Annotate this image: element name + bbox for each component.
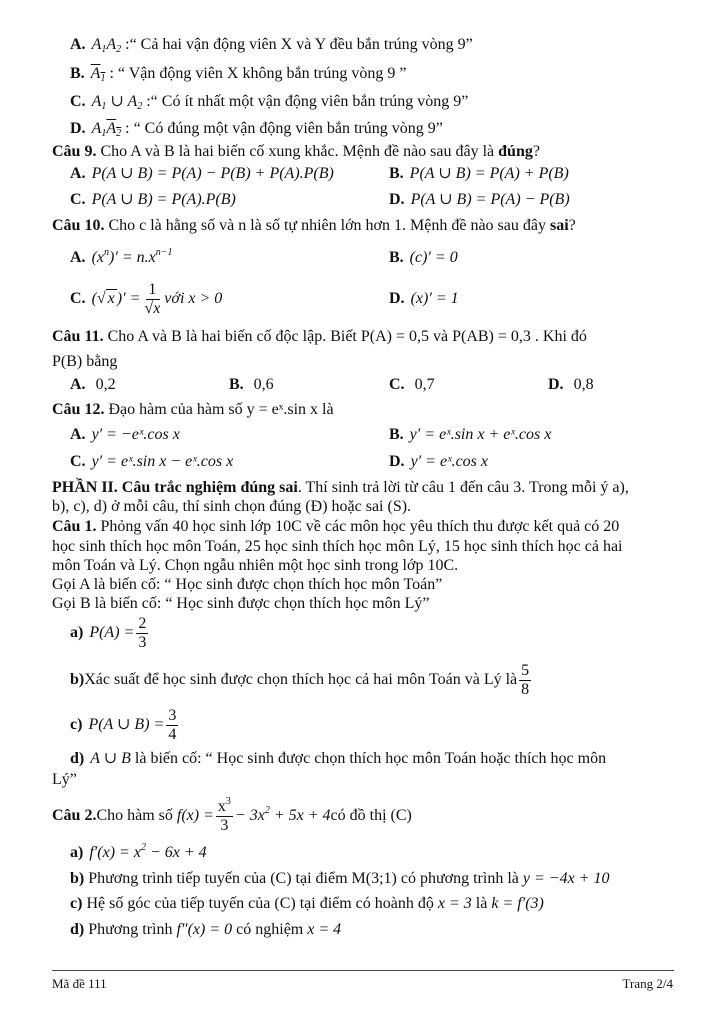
q10-option-d bbox=[389, 289, 459, 309]
q8-option-c-label: C. bbox=[70, 93, 86, 110]
q11-option-a bbox=[70, 375, 116, 395]
p2q2-item-d-text: Phương trình bbox=[84, 921, 177, 938]
q8-option-d-text: : “ Có đúng một vận động viên bắn trúng vòng 9” bbox=[121, 120, 443, 137]
q11-option-c bbox=[389, 375, 435, 395]
q10-stem-text: Cho c là hằng số và n là số tự nhiên lớn hơn 1. Mệnh đề nào sau đây bbox=[104, 217, 550, 234]
q12-option-a-label: A. bbox=[70, 426, 86, 443]
q12-option-b-label: B. bbox=[389, 426, 404, 443]
q10-option-d-label: D. bbox=[389, 290, 405, 307]
q10-option-c-math: (√ x )′ = bbox=[91, 290, 141, 307]
q12-number: Câu 12. bbox=[52, 401, 105, 418]
p2q1-item-c-num: 3 bbox=[168, 706, 177, 724]
q10-option-a-label: A. bbox=[70, 249, 86, 266]
p2q2-item-b-label: b) bbox=[70, 870, 85, 887]
p2q1-item-b-den: 8 bbox=[521, 680, 530, 698]
p2q1-item-a-den: 3 bbox=[138, 633, 147, 651]
q11-option-c-label: C. bbox=[389, 376, 405, 393]
q8-option-b-text: : “ Vận động viên X không bắn trúng vòng 9 ” bbox=[105, 65, 407, 82]
q9-option-b-math: P(A ∪ B) = P(A) + P(B) bbox=[409, 165, 569, 182]
p2q2-item-c bbox=[70, 894, 544, 914]
q9-option-a-label: A. bbox=[70, 165, 86, 182]
q9-option-a-math: P(A ∪ B) = P(A) − P(B) + P(A).P(B) bbox=[91, 165, 334, 182]
q9-keyword: đúng bbox=[498, 143, 533, 160]
part2-title: PHẦN II. Câu trắc nghiệm đúng sai bbox=[52, 479, 298, 496]
p2q1-stem bbox=[52, 517, 619, 537]
q10-option-b-math: (c)′ = 0 bbox=[409, 249, 458, 266]
q9-stem bbox=[52, 142, 540, 162]
p2q1-item-c-label: c) bbox=[70, 716, 83, 733]
q11-stem-text: Cho A và B là hai biến cố độc lập. Biết P(A) = 0,5 và P(AB) = 0,3 . Khi đó bbox=[103, 328, 587, 345]
q12-option-c-label: C. bbox=[70, 453, 86, 470]
part2-instructions: . Thí sinh trả lời từ câu 1 đến câu 3. Trong mỗi ý a), bbox=[297, 479, 629, 496]
q8-option-a-label: A. bbox=[70, 36, 86, 53]
q10-option-c bbox=[70, 279, 222, 319]
q8-option-a-text: :“ Cả hai vận động viên X và Y đều bắn trúng vòng 9” bbox=[121, 36, 473, 53]
q11-option-b-label: B. bbox=[229, 376, 244, 393]
p2q1-item-b-num: 5 bbox=[521, 661, 530, 679]
q9-option-d-math: P(A ∪ B) = P(A) − P(B) bbox=[410, 191, 570, 208]
p2q1-number: Câu 1. bbox=[52, 518, 97, 535]
p2q2-item-d-mid: có nghiệm bbox=[232, 921, 308, 938]
q12-stem bbox=[52, 400, 334, 420]
p2q1-item-d-math: A ∪ B bbox=[90, 750, 131, 767]
p2q2-item-c-math2: k = f′(3) bbox=[491, 895, 544, 912]
q8-option-b-math: $A_1$ bbox=[90, 65, 106, 84]
q8-option-d-math: $A_1A_2$ bbox=[91, 120, 122, 139]
q11-option-a-label: A. bbox=[70, 376, 86, 393]
p2q2-item-a bbox=[70, 843, 207, 863]
footer-exam-code: Mã đề 111 bbox=[52, 976, 107, 991]
q8-option-a-math: $A_1A_2$ bbox=[91, 36, 122, 55]
q10-option-c-condition: với x > 0 bbox=[164, 290, 223, 307]
p2q1-item-a-label: a) bbox=[70, 624, 84, 641]
p2q1-item-b-label: b) bbox=[70, 671, 85, 688]
q11-option-d bbox=[548, 375, 594, 395]
p2q2-function-fraction: $\frac{x^3}{3}$ bbox=[217, 795, 231, 834]
q10-keyword: sai bbox=[549, 217, 569, 234]
q8-option-d bbox=[70, 119, 443, 139]
p2q1-item-a bbox=[70, 613, 150, 653]
part2-heading bbox=[52, 478, 629, 498]
p2q1-line5: Gọi B là biến cố: “ Học sinh được chọn thích học môn Lý” bbox=[52, 595, 430, 612]
q11-option-d-label: D. bbox=[548, 376, 564, 393]
q9-option-c bbox=[70, 190, 236, 210]
q10-option-a bbox=[70, 248, 172, 268]
p2q2-item-c-mid: là bbox=[471, 895, 492, 912]
q9-stem-end: ? bbox=[532, 143, 540, 160]
p2q1-item-c-fraction bbox=[166, 707, 178, 744]
p2q2-item-a-math: $f'(x) = x^2 - 6x + 4$ bbox=[89, 842, 207, 861]
q12-stem-text: Đạo hàm của hàm số y = eˣ.sin x là bbox=[104, 401, 334, 418]
q8-option-a bbox=[70, 35, 473, 55]
p2q1-item-c bbox=[70, 705, 180, 745]
p2q1-line1: Phỏng vấn 40 học sinh lớp 10C về các môn học yêu thích thu được kết quả có 20 bbox=[96, 518, 620, 535]
p2q2-item-b-text: Phương trình tiếp tuyến của (C) tại điểm M(3;1) có phương trình là bbox=[84, 870, 523, 887]
q10-stem-end: ? bbox=[568, 217, 576, 234]
p2q2-item-b-math: y = −4x + 10 bbox=[522, 870, 610, 887]
q12-option-b-math: y′ = eˣ.sin x + eˣ.cos x bbox=[409, 426, 552, 443]
q11-stem-line2: P(B) bằng bbox=[52, 353, 118, 370]
q12-option-b bbox=[389, 425, 551, 445]
q9-option-d bbox=[389, 190, 570, 210]
p2q1-item-d-cont: Lý” bbox=[52, 771, 77, 788]
q10-number: Câu 10. bbox=[52, 217, 105, 234]
q10-option-a-math: $(x^n)' = n.x^{n-1}$ bbox=[91, 247, 173, 266]
p2q2-item-a-label: a) bbox=[70, 844, 84, 861]
q12-option-c-math: y′ = eˣ.sin x − eˣ.cos x bbox=[91, 453, 234, 470]
p2q1-item-b bbox=[70, 660, 533, 700]
p2q2-pre: Cho hàm số bbox=[96, 807, 173, 824]
q11-option-b-text: 0,6 bbox=[249, 376, 274, 393]
p2q2-function-lhs: f(x) = bbox=[172, 807, 214, 824]
p2q1-item-c-lhs: P(A ∪ B) = bbox=[88, 716, 165, 733]
q12-option-a-math: y′ = −eˣ.cos x bbox=[91, 426, 180, 443]
p2q2-item-c-math1: x = 3 bbox=[437, 895, 472, 912]
q12-option-d-math: y′ = eˣ.cos x bbox=[410, 453, 489, 470]
q9-stem-text: Cho A và B là hai biến cố xung khắc. Mệnh đề nào sau đây là bbox=[96, 143, 499, 160]
q10-option-b-label: B. bbox=[389, 249, 404, 266]
q12-option-c bbox=[70, 452, 233, 472]
footer-page-number: Trang 2/4 bbox=[622, 976, 673, 991]
q9-option-a bbox=[70, 164, 334, 184]
q10-option-d-math: (x)′ = 1 bbox=[410, 290, 459, 307]
q10-option-c-label: C. bbox=[70, 290, 86, 307]
q11-option-c-text: 0,7 bbox=[410, 376, 435, 393]
p2q2-number: Câu 2. bbox=[52, 807, 97, 824]
p2q2-item-b bbox=[70, 869, 609, 889]
q12-option-d-label: D. bbox=[389, 453, 405, 470]
q8-option-c-math: $A_1$ ∪ $A_2$ bbox=[91, 93, 143, 112]
p2q2-item-c-label: c) bbox=[70, 895, 83, 912]
p2q2-item-d-math1: f″(x) = 0 bbox=[176, 921, 233, 938]
q11-option-b bbox=[229, 375, 274, 395]
q10-option-c-fraction: $\frac{1}{√x}$ bbox=[144, 280, 161, 317]
p2q1-item-d-label: d) bbox=[70, 750, 85, 767]
q11-stem bbox=[52, 327, 587, 347]
q10-stem bbox=[52, 216, 576, 236]
p2q1-line2: học sinh thích học môn Toán, 25 học sinh thích học môn Lý, 15 học sinh thích học cả hai bbox=[52, 538, 623, 555]
p2q1-item-a-num: 2 bbox=[138, 614, 147, 632]
p2q2-stem bbox=[52, 796, 412, 836]
q11-number: Câu 11. bbox=[52, 328, 104, 345]
q12-option-a bbox=[70, 425, 180, 445]
p2q1-line3: môn Toán và Lý. Chọn ngẫu nhiên một học sinh trong lớp 10C. bbox=[52, 557, 459, 574]
p2q1-item-b-text: Xác suất để học sinh được chọn thích học cả hai môn Toán và Lý là bbox=[84, 671, 518, 688]
q9-option-d-label: D. bbox=[389, 191, 405, 208]
p2q2-item-d-label: d) bbox=[70, 921, 85, 938]
q8-option-b bbox=[70, 64, 406, 84]
q8-option-c-text: :“ Có ít nhất một vận động viên bắn trúng vòng 9” bbox=[142, 93, 469, 110]
p2q1-item-d bbox=[70, 749, 606, 769]
p2q1-item-a-lhs: P(A) = bbox=[89, 624, 135, 641]
q8-option-c bbox=[70, 92, 468, 112]
p2q2-function-rest: − $3x^2 + 5x + 4$ bbox=[234, 805, 331, 824]
p2q1-line4: Gọi A là biến cố: “ Học sinh được chọn thích học môn Toán” bbox=[52, 576, 443, 593]
p2q1-item-d-text: là biến cố: “ Học sinh được chọn thích học môn Toán hoặc thích học môn bbox=[130, 750, 607, 767]
q9-option-b bbox=[389, 164, 569, 184]
p2q2-item-c-text: Hệ số góc của tiếp tuyến của (C) tại điểm có hoành độ bbox=[82, 895, 438, 912]
footer-divider bbox=[52, 970, 674, 971]
q11-option-a-text: 0,2 bbox=[91, 376, 116, 393]
q9-number: Câu 9. bbox=[52, 143, 97, 160]
p2q1-item-b-fraction bbox=[519, 662, 531, 699]
q12-option-d bbox=[389, 452, 488, 472]
p2q2-item-d-math2: x = 4 bbox=[307, 921, 342, 938]
p2q1-item-c-den: 4 bbox=[168, 725, 177, 743]
q8-option-d-label: D. bbox=[70, 120, 86, 137]
q8-option-b-label: B. bbox=[70, 65, 85, 82]
p2q2-post: có đồ thị (C) bbox=[330, 807, 412, 824]
q9-option-c-label: C. bbox=[70, 191, 86, 208]
q9-option-b-label: B. bbox=[389, 165, 404, 182]
part2-instructions-line2: b), c), d) ở mỗi câu, thí sinh chọn đúng (Đ) hoặc sai (S). bbox=[52, 498, 412, 515]
q10-option-b bbox=[389, 248, 458, 268]
p2q2-item-d bbox=[70, 920, 341, 940]
q9-option-c-math: P(A ∪ B) = P(A).P(B) bbox=[91, 191, 236, 208]
q11-option-d-text: 0,8 bbox=[569, 376, 594, 393]
p2q1-item-a-fraction bbox=[136, 615, 148, 652]
